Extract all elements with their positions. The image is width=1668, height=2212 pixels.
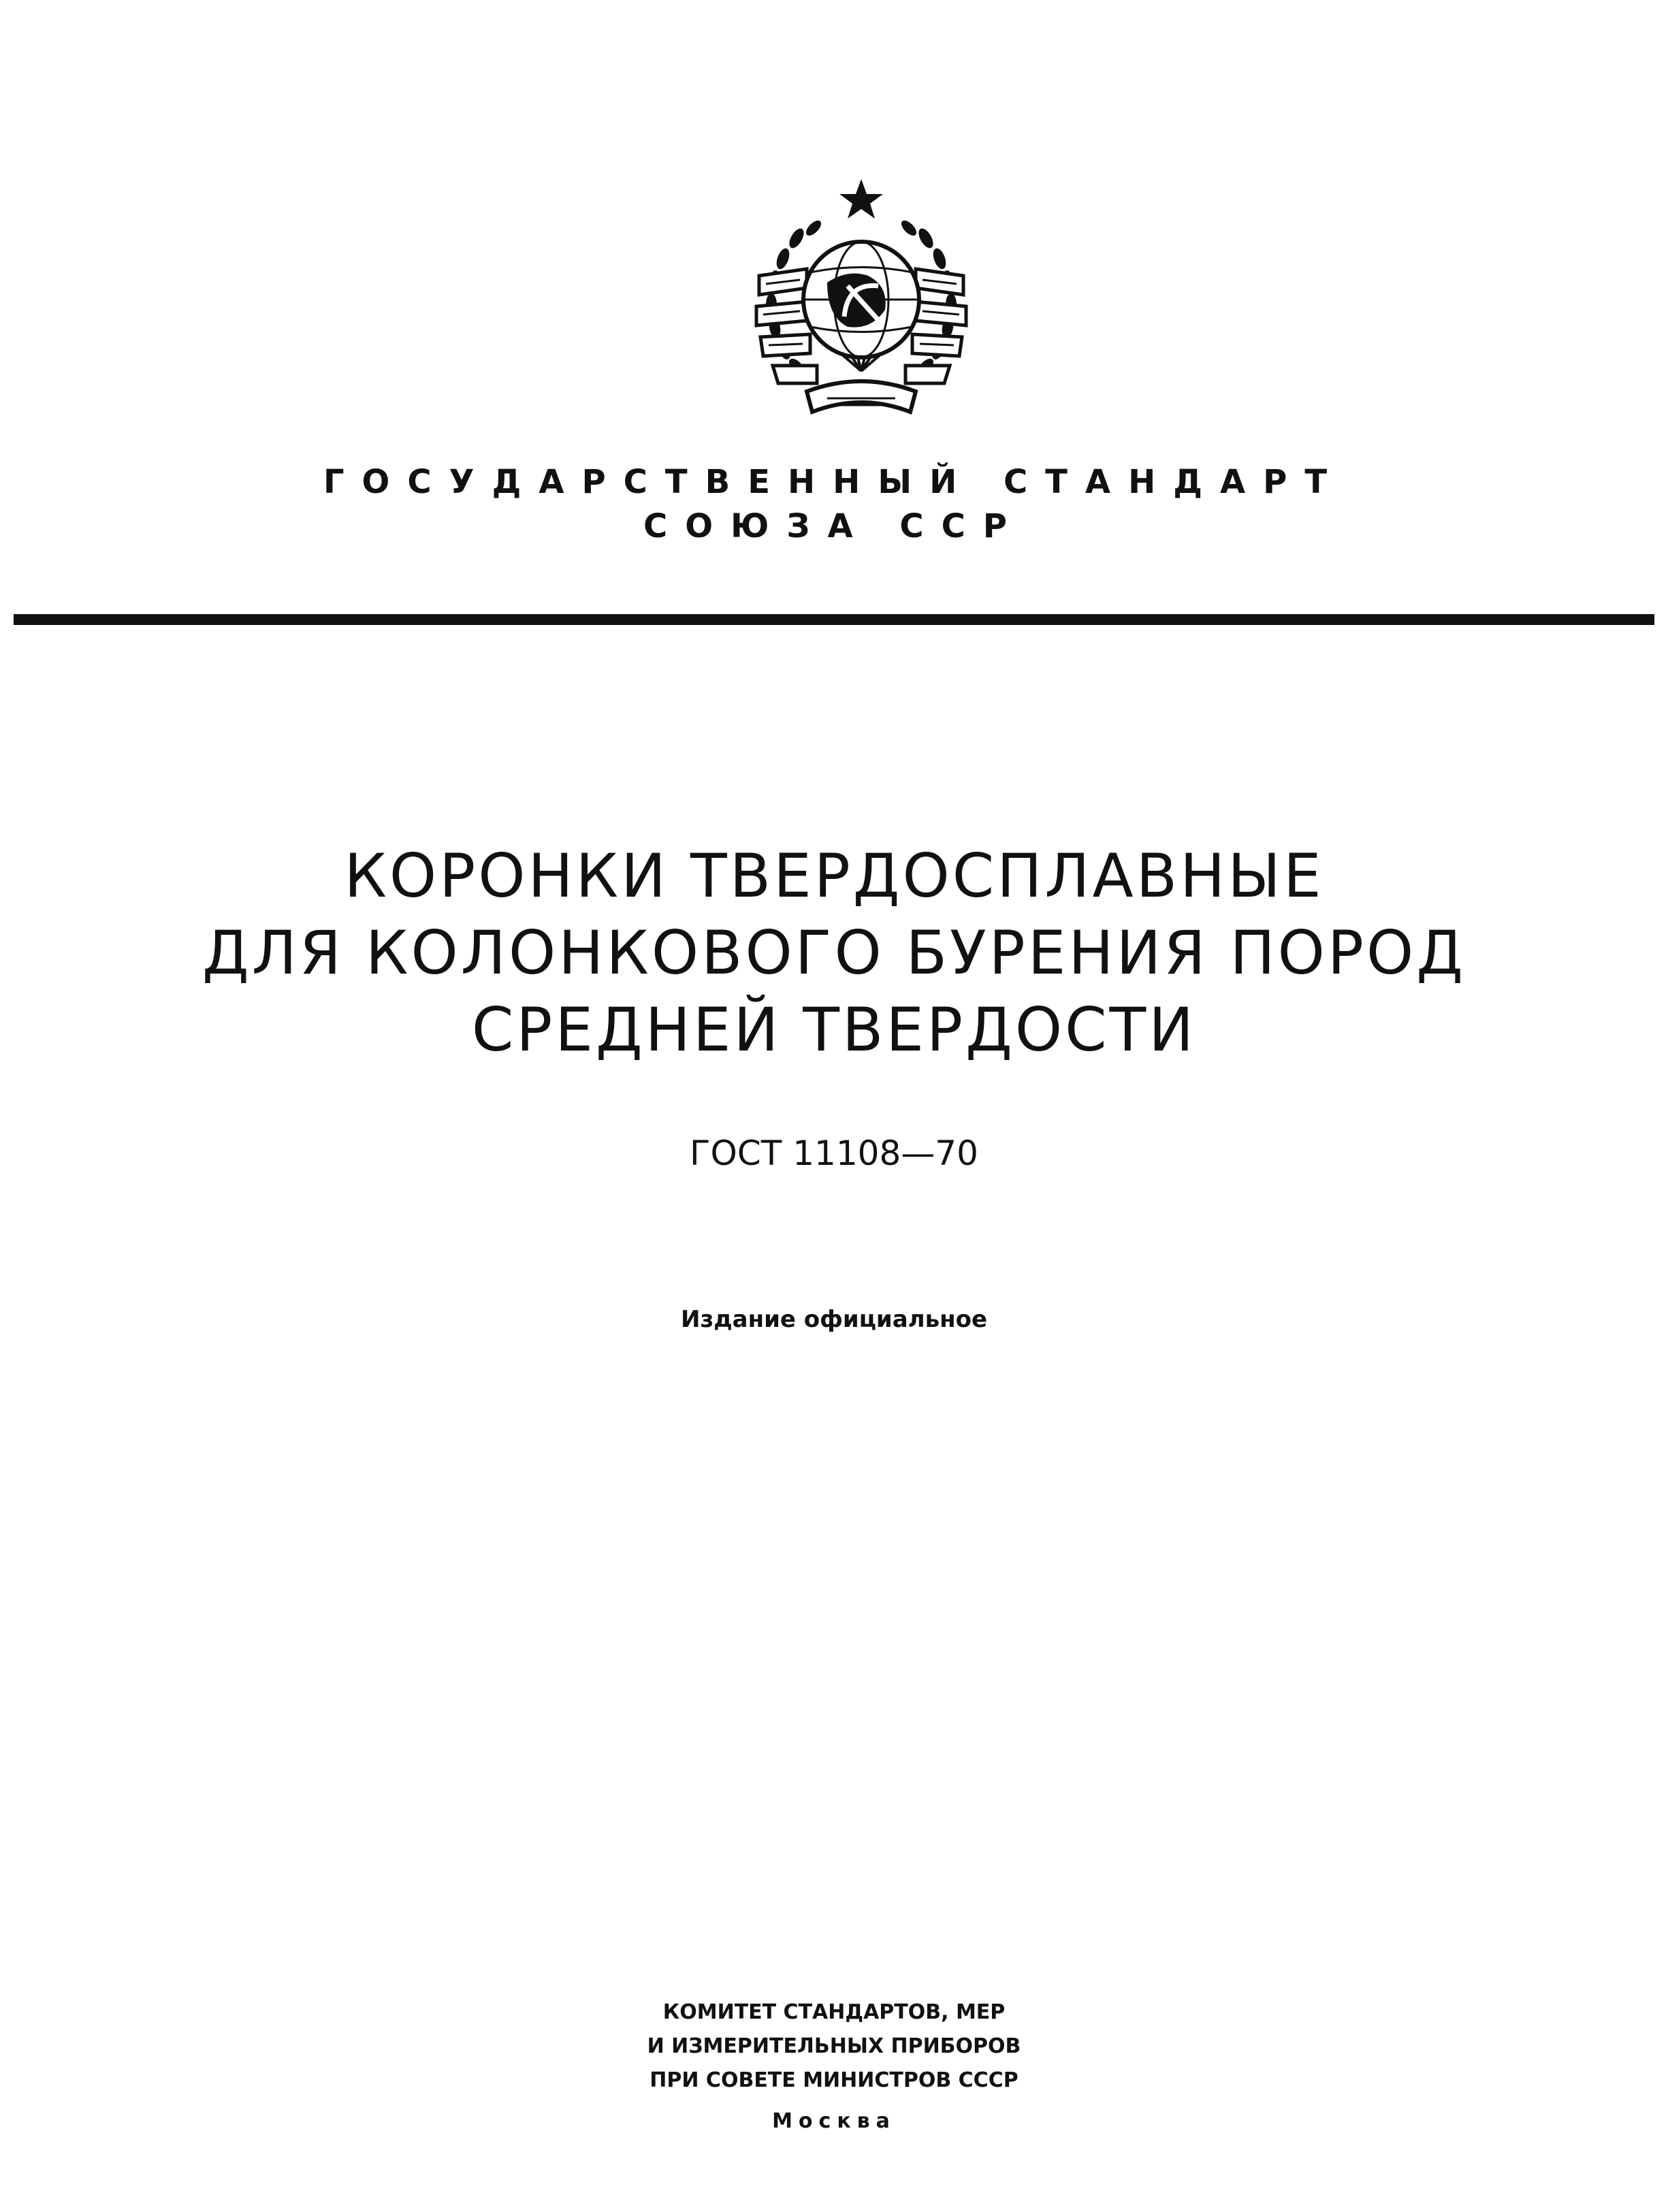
- header-divider: [14, 614, 1654, 625]
- standard-code: ГОСТ 11108—70: [690, 1134, 978, 1173]
- publisher-line-2: И ИЗМЕРИТЕЛЬНЫХ ПРИБОРОВ: [647, 2034, 1021, 2058]
- star-icon: [839, 179, 883, 219]
- edition-note: Издание официальное: [680, 1306, 988, 1333]
- header-ussr: СОЮЗА ССР: [643, 507, 1025, 545]
- state-emblem-icon: [732, 174, 991, 429]
- publisher-line-1: КОМИТЕТ СТАНДАРТОВ, МЕР: [662, 2000, 1006, 2024]
- title-line-2: ДЛЯ КОЛОНКОВОГО БУРЕНИЯ ПОРОД: [202, 918, 1466, 988]
- header-state-standard: ГОСУДАРСТВЕННЫЙ СТАНДАРТ: [323, 463, 1345, 501]
- publisher-city: Москва: [772, 2109, 896, 2133]
- title-line-1: КОРОНКИ ТВЕРДОСПЛАВНЫЕ: [344, 841, 1324, 911]
- title-line-3: СРЕДНЕЙ ТВЕРДОСТИ: [471, 995, 1197, 1065]
- publisher-line-3: ПРИ СОВЕТЕ МИНИСТРОВ СССР: [649, 2068, 1019, 2092]
